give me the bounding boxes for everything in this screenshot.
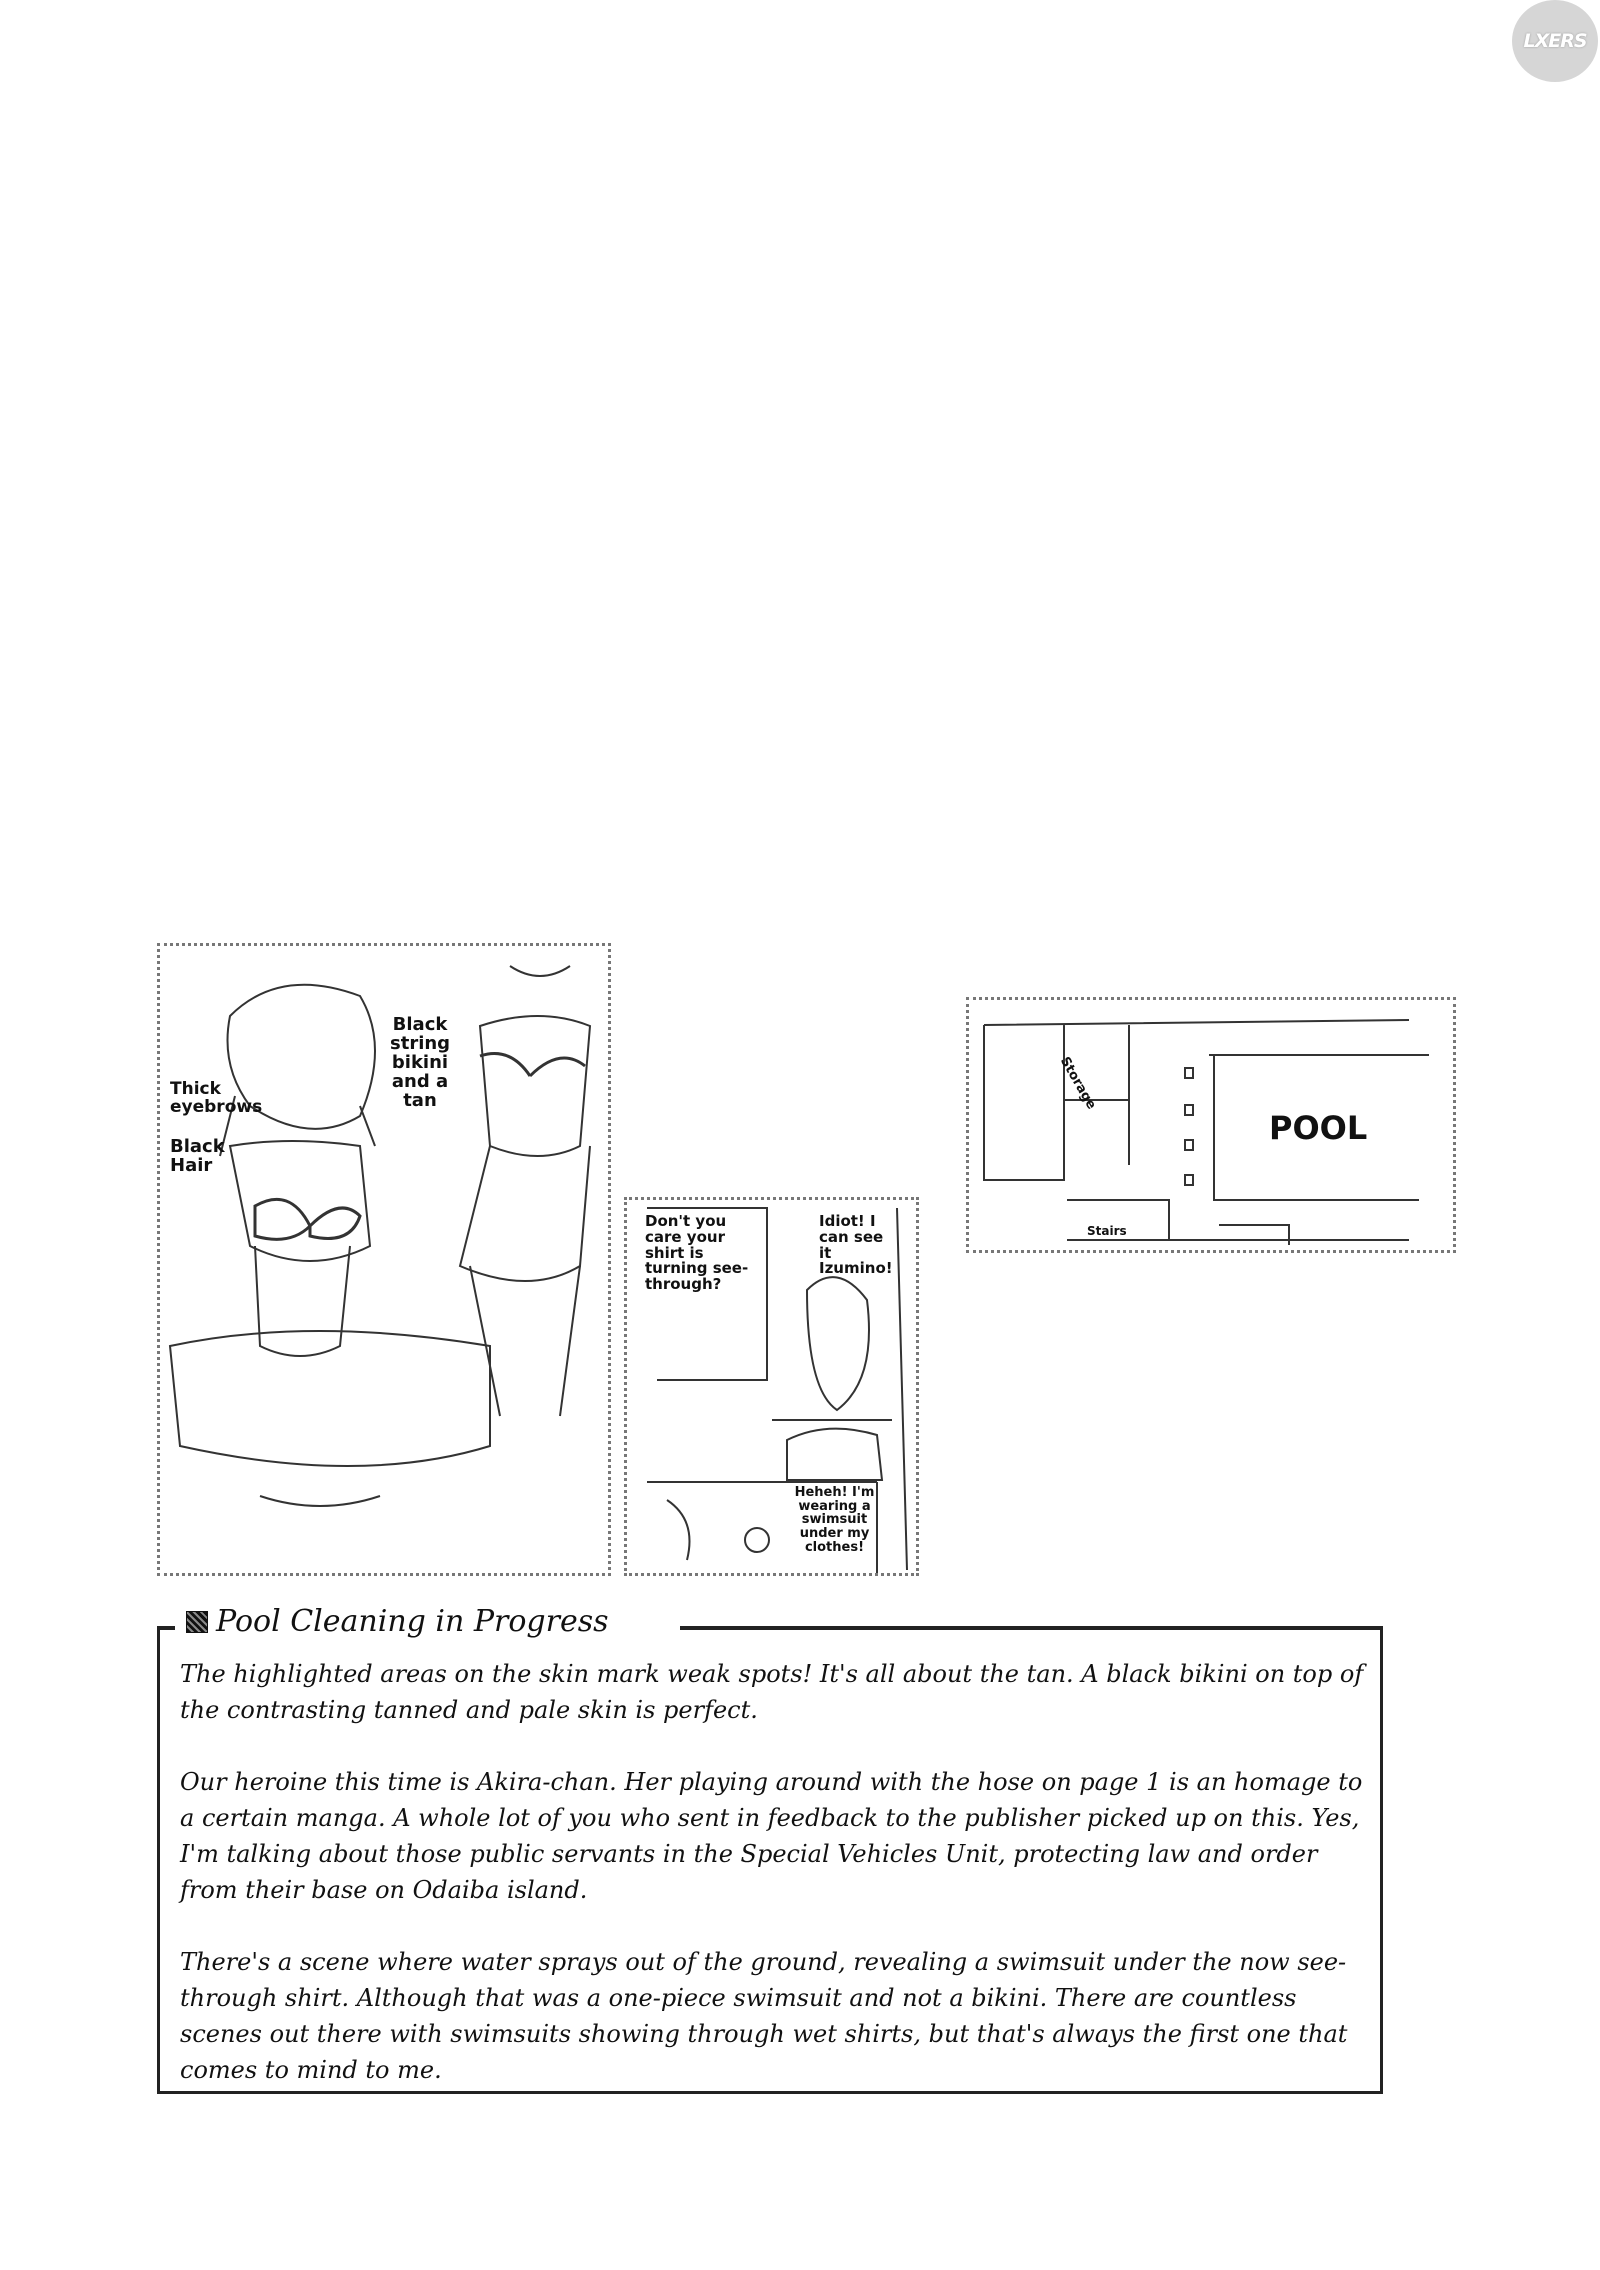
notes-paragraph: The highlighted areas on the skin mark weak spots! It's all about the tan. A black bikini on top of the contrasting tanned and pale skin is perfect. [180, 1660, 1364, 1724]
label-black-hair: Black Hair [170, 1136, 225, 1176]
notes-body [180, 1656, 1370, 2124]
scene-sketch-panel [624, 1197, 919, 1576]
label-thick-eyebrows: Thick eyebrows [170, 1079, 263, 1117]
watermark-logo [1512, 0, 1598, 82]
notes-paragraph: There's a scene where water sprays out of the ground, revealing a swimsuit under the now see-through shirt. Although that was a one-piece swimsuit and not a bikini. There are countless scenes out there with swimsuits showing through wet shirts, but that's always the first one that comes to mind to me. [180, 1948, 1348, 2084]
pool-map-drawing [969, 1000, 1453, 1250]
hatched-square-icon [186, 1611, 208, 1633]
speech-bubble-right: Idiot! I can see it Izumino! [819, 1212, 893, 1278]
watermark-text: LXERS [1523, 30, 1587, 52]
notes-title-text: Pool Cleaning in Progress [216, 1604, 609, 1639]
speech-bubble-bottom: Heheh! I'm wearing a swimsuit under my clothes! [794, 1485, 875, 1555]
label-bikini-tan: Black string bikini and a tan [390, 1014, 451, 1111]
label-pool: POOL [1269, 1109, 1368, 1147]
notes-box-top-border [680, 1626, 1383, 1630]
character-sketch-panel [157, 943, 611, 1576]
label-storage: Storage [1056, 1054, 1099, 1113]
notes-box-top-border [157, 1626, 175, 1630]
speech-bubble-left: Don't you care your shirt is turning see-through? [645, 1212, 749, 1293]
notes-paragraph: Our heroine this time is Akira-chan. Her playing around with the hose on page 1 is an homage to a certain manga. A whole lot of you who sent in feedback to the publisher picked up on this. Yes, I'm talking about those public servants in the Special Vehicles Unit, protecting law and order from their base on Odaiba island. [180, 1768, 1363, 1904]
pool-map-panel [966, 997, 1456, 1253]
character-sketch-drawing [160, 946, 608, 1573]
label-stairs: Stairs [1087, 1224, 1127, 1238]
notes-title [186, 1604, 609, 1639]
